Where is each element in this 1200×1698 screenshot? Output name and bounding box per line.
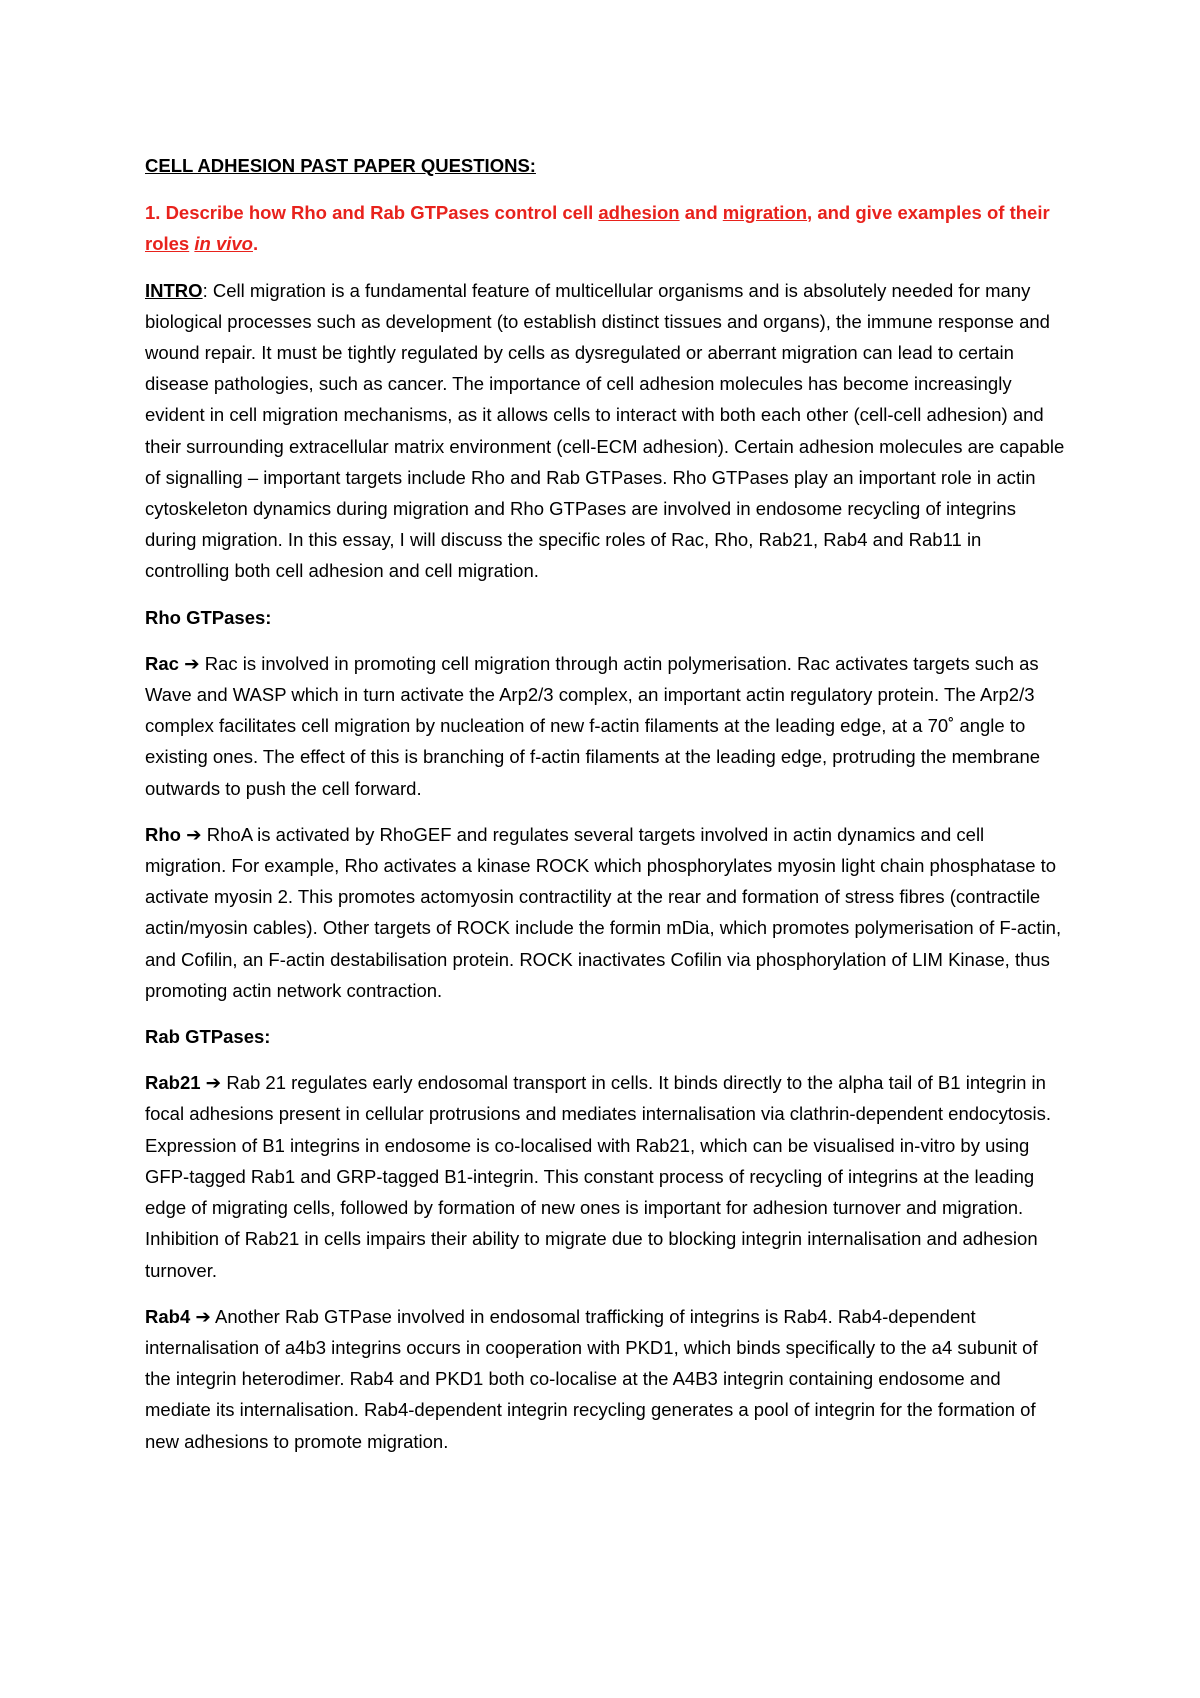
essay-question xyxy=(145,197,1065,259)
question-keyword-migration: migration xyxy=(722,202,808,224)
question-keyword-in-vivo: in vivo xyxy=(194,233,253,255)
question-keyword-roles: roles xyxy=(145,233,190,255)
arrow-right-icon: ➔ xyxy=(186,823,202,845)
rho-paragraph xyxy=(145,819,1065,1006)
question-text-3: , and give examples of their xyxy=(807,202,1050,224)
document-title: CELL ADHESION PAST PAPER QUESTIONS: xyxy=(145,155,536,176)
intro-paragraph xyxy=(145,275,1065,587)
arrow-right-icon: ➔ xyxy=(195,1305,211,1327)
rab21-text: Rab 21 regulates early endosomal transport in cells. It binds directly to the alpha tail of B1 integrin in focal adhesions present in cellular protrusions and mediates internalisation via clathrin-dependent endocytosis. Expression of B1 integrins in endosome is co-localised with Rab21, which can be visualised in-vitro by using GFP-tagged Rab1 and GRP-tagged B1-integrin. This constant process of recycling of integrins at the leading edge of migrating cells, followed by formation of new ones is important for adhesion turnover and migration. Inhibition of Rab21 in cells impairs their ability to migrate due to blocking integrin internalisation and adhesion turnover. xyxy=(145,1072,1052,1281)
rab-gtpases-heading: Rab GTPases: xyxy=(145,1026,271,1048)
rab4-paragraph xyxy=(145,1301,1065,1457)
rac-term: Rac xyxy=(145,652,179,674)
intro-label: INTRO xyxy=(145,279,203,301)
rac-text: Rac is involved in promoting cell migration through actin polymerisation. Rac activates targets such as Wave and WASP which in turn activate the Arp2/3 complex, an important actin regulatory protein. The Arp2/3 complex facilitates cell migration by nucleation of new f-actin filaments at the leading edge, at a 70˚ angle to existing ones. The effect of this is branching of f-actin filaments at the leading edge, protruding the membrane outwards to push the cell forward. xyxy=(145,652,1041,799)
question-text-5: . xyxy=(252,233,259,255)
rab21-paragraph xyxy=(145,1067,1065,1285)
arrow-right-icon: ➔ xyxy=(205,1072,222,1094)
rac-paragraph xyxy=(145,648,1065,804)
rho-gtpases-heading: Rho GTPases: xyxy=(145,606,272,628)
rho-term: Rho xyxy=(145,823,181,845)
rab4-term: Rab4 xyxy=(145,1305,191,1327)
question-text-1: 1. Describe how Rho and Rab GTPases control cell xyxy=(145,202,599,224)
arrow-right-icon: ➔ xyxy=(184,652,200,674)
rab4-text: Another Rab GTPase involved in endosomal trafficking of integrins is Rab4. Rab4-dependent internalisation of a4b3 integrins occurs in cooperation with PKD1, which binds specifically to the a4 subunit of the integrin heterodimer. Rab4 and PKD1 both co-localise at the A4B3 integrin containing endosome and mediate its internalisation. Rab4-dependent integrin recycling generates a pool of integrin for the formation of new adhesions to promote migration. xyxy=(145,1305,1038,1452)
rho-text: RhoA is activated by RhoGEF and regulates several targets involved in actin dynamics and cell migration. For example, Rho activates a kinase ROCK which phosphorylates myosin light chain phosphatase to activate myosin 2. This promotes actomyosin contractility at the rear and formation of stress fibres (contractile actin/myosin cables). Other targets of ROCK include the formin mDia, which promotes polymerisation of F-actin, and Cofilin, an F-actin destabilisation protein. ROCK inactivates Cofilin via phosphorylation of LIM Kinase, thus promoting actin network contraction. xyxy=(145,823,1062,1001)
rab21-term: Rab21 xyxy=(145,1072,201,1094)
intro-text: : Cell migration is a fundamental feature of multicellular organisms and is absolutely needed for many biological processes such as development (to establish distinct tissues and organs), the immune response and wound repair. It must be tightly regulated by cells as dysregulated or aberrant migration can lead to certain disease pathologies, such as cancer. The importance of cell adhesion molecules has become increasingly evident in cell migration mechanisms, as it allows cells to interact with both each other (cell-cell adhesion) and their surrounding extracellular matrix environment (cell-ECM adhesion). Certain adhesion molecules are capable of signalling – important targets include Rho and Rab GTPases. Rho GTPases play an important role in actin cytoskeleton dynamics during migration and Rho GTPases are involved in endosome recycling of integrins during migration. In this essay, I will discuss the specific roles of Rac, Rho, Rab21, Rab4 and Rab11 in controlling both cell adhesion and cell migration. xyxy=(145,279,1065,582)
question-keyword-adhesion: adhesion xyxy=(598,202,680,224)
document-page xyxy=(145,150,1065,1472)
question-text-2: and xyxy=(679,202,723,224)
